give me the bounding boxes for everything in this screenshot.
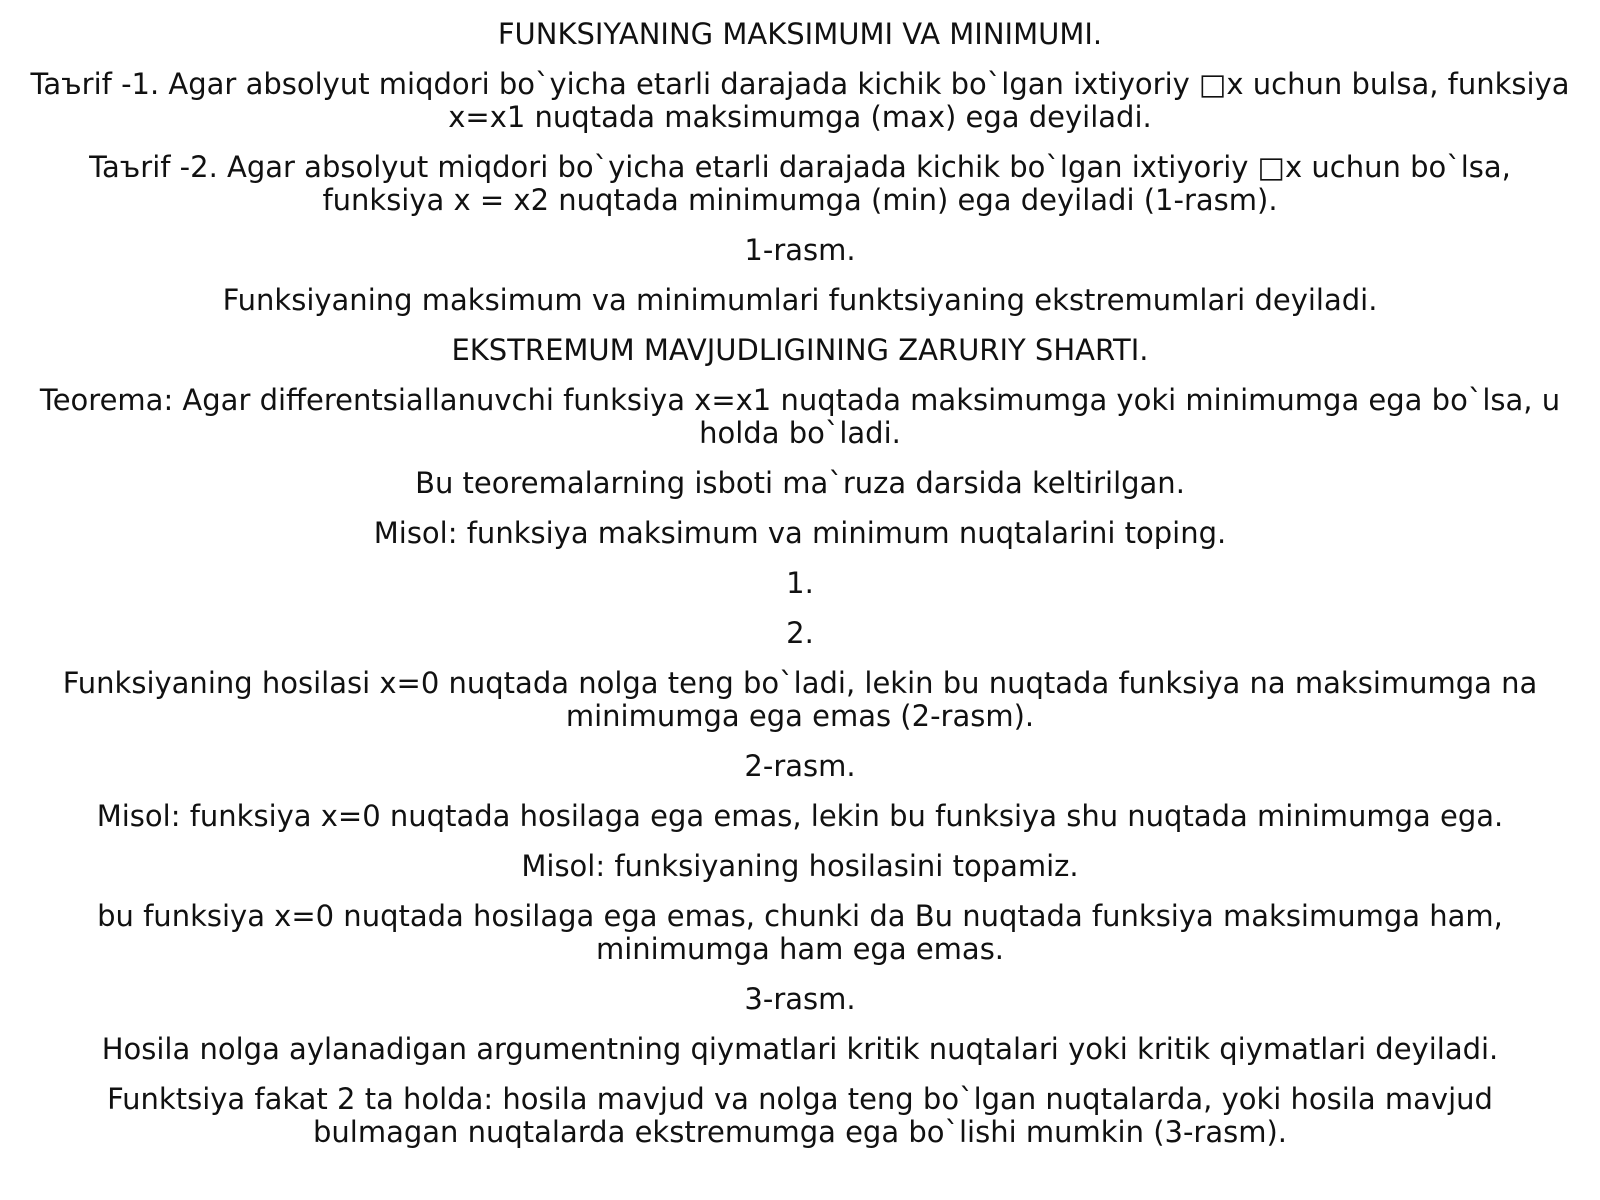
example-3-intro: Misol: funksiyaning hosilasini topamiz. xyxy=(521,849,1079,883)
example-2: Misol: funksiya x=0 nuqtada hosilaga ega emas, lekin bu funksiya shu nuqtada minimumga ega. xyxy=(96,799,1504,833)
extremum-conditions: Funktsiya fakat 2 ta holda: hosila mavjud va nolga teng bo`lgan nuqtalarda, yoki hosila mavjud bulmagan nuqtalarda ekstremumga ega bo`lishi mumkin (3-rasm). xyxy=(107,1082,1493,1149)
list-item-1: 1. xyxy=(786,566,814,600)
section-heading: EKSTREMUM MAVJUDLIGINING ZARURIY SHARTI. xyxy=(451,333,1149,367)
theorem-paragraph: Teorema: Agar differentsiallanuvchi funksiya x=x1 nuqtada maksimumga yoki minimumga ega bo`lsa, u holda bo`ladi. xyxy=(39,383,1561,450)
definition-2: Taъrif -2. Agar absolyut miqdori bo`yicha etarli darajada kichik bo`lgan ixtiyoriy □x uchun bo`lsa, funksiya x = x2 nuqtada minimumga (min) ega deyiladi (1-rasm). xyxy=(89,150,1511,217)
critical-points-definition: Hosila nolga aylanadigan argumentning qiymatlari kritik nuqtalari yoki kritik qiymatlari deyiladi. xyxy=(101,1032,1499,1066)
definition-1: Taъrif -1. Agar absolyut miqdori bo`yicha etarli darajada kichik bo`lgan ixtiyoriy □x uchun bulsa, funksiya x=x1 nuqtada maksimumga (max) ega deyiladi. xyxy=(30,67,1570,134)
document-page xyxy=(30,0,1570,1200)
list-item-2: 2. xyxy=(786,616,814,650)
figure-caption-2: 2-rasm. xyxy=(744,749,856,783)
example-3-body: bu funksiya x=0 nuqtada hosilaga ega emas, chunki da Bu nuqtada funksiya maksimumga ham, minimumga ham ega emas. xyxy=(97,899,1503,966)
document-title: FUNKSIYANING MAKSIMUMI VA MINIMUMI. xyxy=(497,17,1103,51)
derivative-zero-note: Funksiyaning hosilasi x=0 nuqtada nolga teng bo`ladi, lekin bu nuqtada funksiya na maksimumga na minimumga ega emas (2-rasm). xyxy=(62,666,1538,733)
extremum-statement: Funksiyaning maksimum va minimumlari funktsiyaning ekstremumlari deyiladi. xyxy=(222,283,1378,317)
example-1-intro: Misol: funksiya maksimum va minimum nuqtalarini toping. xyxy=(373,516,1227,550)
proof-note: Bu teoremalarning isboti ma`ruza darsida keltirilgan. xyxy=(415,466,1185,500)
figure-caption-3: 3-rasm. xyxy=(744,982,856,1016)
figure-caption-1: 1-rasm. xyxy=(744,233,856,267)
